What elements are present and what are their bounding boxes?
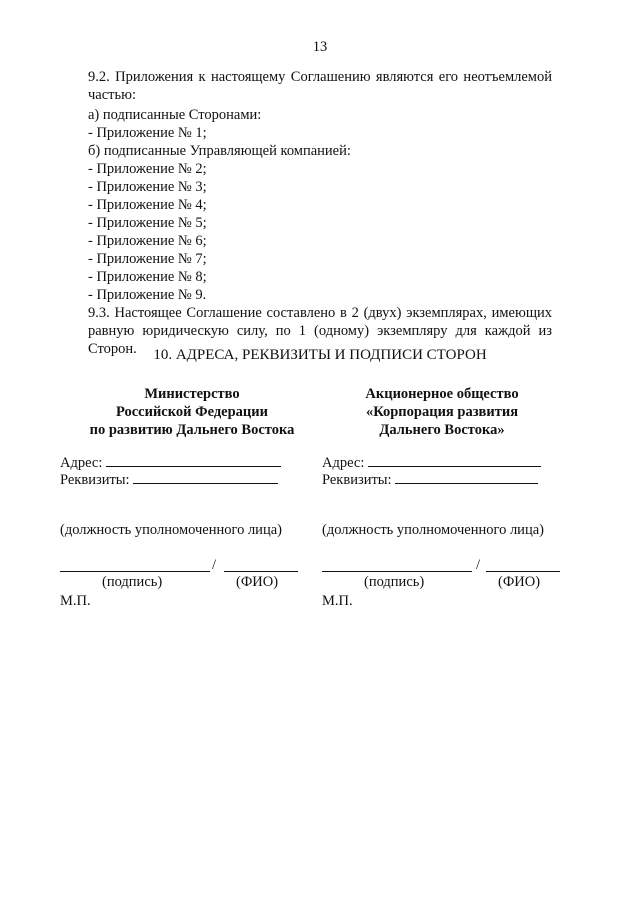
right-signature-line[interactable] [322, 571, 472, 572]
page-number: 13 [312, 39, 328, 55]
left-party-name-line: Российской Федерации [115, 404, 268, 420]
list-item: - Приложение № 1; [88, 125, 207, 141]
left-fio-line[interactable] [224, 571, 298, 572]
list-item: - Приложение № 2; [88, 161, 207, 177]
left-requisites-blank[interactable] [133, 470, 278, 484]
left-signature-line[interactable] [60, 571, 210, 572]
right-signature-caption: (подпись) [364, 574, 425, 590]
list-item: - Приложение № 5; [88, 215, 207, 231]
right-fio-line[interactable] [486, 571, 560, 572]
section-9-3: 9.3. Настоящее Соглашение составлено в 2 (двух) экземплярах, имеющих равную юридическую силу, по 1 (одному) экземпляру для каждой из Сторон. [88, 305, 552, 357]
left-address-blank[interactable] [106, 453, 281, 467]
right-address-label: Адрес: [322, 455, 365, 471]
left-fio-caption: (ФИО) [236, 574, 279, 590]
list-item: - Приложение № 9. [88, 287, 207, 303]
section-9-2-intro: 9.2. Приложения к настоящему Соглашению являются его неотъемлемой частью: [88, 69, 552, 103]
left-party-name [58, 385, 326, 439]
right-party-name-line: «Корпорация развития [365, 404, 519, 420]
left-party-name-line: Министерство [144, 386, 240, 402]
left-slash: / [212, 557, 217, 573]
right-party-name-line: Акционерное общество [365, 386, 519, 402]
right-party-name [322, 385, 562, 439]
right-requisites-label: Реквизиты: [322, 472, 392, 488]
left-signature-caption: (подпись) [102, 574, 163, 590]
list-item: - Приложение № 6; [88, 233, 207, 249]
list-item: - Приложение № 8; [88, 269, 207, 285]
left-seal-label: М.П. [60, 593, 91, 609]
right-slash: / [476, 557, 481, 573]
right-requisites-blank[interactable] [395, 470, 538, 484]
list-item: - Приложение № 4; [88, 197, 207, 213]
right-fio-caption: (ФИО) [498, 574, 541, 590]
right-position-label: (должность уполномоченного лица) [322, 522, 544, 538]
list-item: - Приложение № 3; [88, 179, 207, 195]
right-address-blank[interactable] [368, 453, 541, 467]
left-party-name-line: по развитию Дальнего Востока [89, 422, 295, 438]
item-a-label: а) подписанные Сторонами: [88, 107, 262, 123]
left-requisites-row [60, 470, 278, 489]
item-b-label: б) подписанные Управляющей компанией: [88, 143, 351, 159]
section-10-heading: 10. АДРЕСА, РЕКВИЗИТЫ И ПОДПИСИ СТОРОН [153, 347, 487, 363]
right-party-name-line: Дальнего Востока» [379, 422, 505, 438]
right-seal-label: М.П. [322, 593, 353, 609]
left-position-label: (должность уполномоченного лица) [60, 522, 282, 538]
list-item: - Приложение № 7; [88, 251, 207, 267]
left-address-label: Адрес: [60, 455, 103, 471]
right-requisites-row [322, 470, 538, 489]
left-requisites-label: Реквизиты: [60, 472, 130, 488]
